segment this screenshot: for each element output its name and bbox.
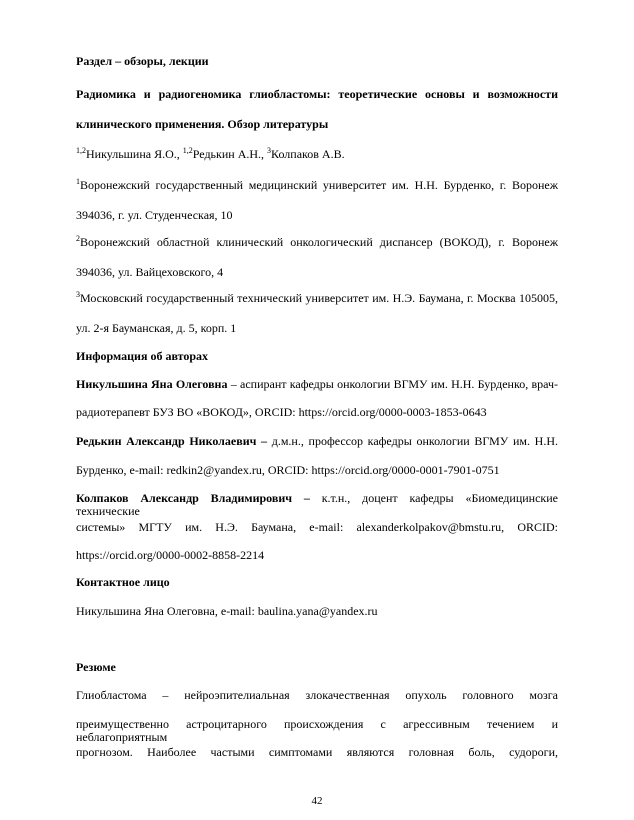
author-2-sup: 1,2 bbox=[182, 146, 193, 155]
affiliation-3-cont bbox=[76, 322, 558, 335]
affiliation-3-line-1 bbox=[76, 292, 558, 305]
section-label bbox=[76, 55, 558, 68]
abstract-heading-text: Резюме bbox=[76, 660, 116, 674]
author-detail-3-cont bbox=[76, 521, 558, 534]
affiliation-2-cont bbox=[76, 266, 558, 279]
author-detail-1-cont bbox=[76, 406, 558, 419]
author-1-sup: 1,2 bbox=[76, 146, 86, 155]
abstract-heading bbox=[76, 661, 558, 674]
author-detail-1-line-1 bbox=[76, 378, 558, 391]
article-title bbox=[76, 88, 558, 101]
author-3-sup: 3 bbox=[267, 146, 272, 155]
author-detail-3-line-3: https://orcid.org/0000-0002-8858-2214 bbox=[76, 548, 265, 562]
author-detail-1 bbox=[76, 378, 558, 391]
article-title-cont bbox=[76, 118, 558, 131]
affiliation-3-sup: 3 bbox=[76, 290, 80, 299]
title-line-2: клинического применения. Обзор литературы bbox=[76, 117, 329, 131]
affiliation-1-sup: 1 bbox=[76, 177, 80, 186]
affiliation-1-text: Воронежский государственный медицинский университет им. Н.Н. Бурденко, г. Воронеж bbox=[80, 178, 558, 192]
author-3-name: Колпаков А.В. bbox=[271, 147, 345, 161]
author-detail-2-name: Редькин Александр Николаевич – bbox=[76, 434, 268, 448]
contact-info bbox=[76, 605, 558, 618]
authors-info-heading bbox=[76, 350, 558, 363]
abstract-line-1: Глиобластома – нейроэпителиальная злокачественная опухоль головного мозга bbox=[76, 688, 558, 702]
author-detail-2-rest: д.м.н., профессор кафедры онкологии ВГМУ им. Н.Н. bbox=[267, 434, 558, 448]
affiliation-3-line-2: ул. 2-я Бауманская, д. 5, корп. 1 bbox=[76, 321, 237, 335]
author-detail-3-line-1 bbox=[76, 491, 558, 518]
author-detail-1-rest: – аспирант кафедры онкологии ВГМУ им. Н.Н. Бурденко, врач- bbox=[227, 377, 558, 391]
author-detail-2 bbox=[76, 435, 558, 448]
affiliation-2-line-1 bbox=[76, 236, 558, 249]
abstract-paragraph bbox=[76, 689, 558, 702]
author-detail-3-name: Колпаков Александр Владимирович – bbox=[76, 491, 310, 505]
affiliation-1-line-2: 394036, г. ул. Студенческая, 10 bbox=[76, 208, 233, 222]
title-line-1: Радиомика и радиогеномика глиобластомы: теоретические основы и возможности bbox=[76, 87, 558, 101]
author-list bbox=[76, 148, 558, 161]
page-number: 42 bbox=[311, 795, 323, 807]
author-detail-2-line-2: Бурденко, e-mail: redkin2@yandex.ru, ORCID: https://orcid.org/0000-0001-7901-0751 bbox=[76, 463, 500, 477]
section-text: Раздел – обзоры, лекции bbox=[76, 54, 209, 68]
author-detail-3 bbox=[76, 491, 558, 518]
contact-heading bbox=[76, 576, 558, 589]
affiliation-2 bbox=[76, 236, 558, 249]
author-detail-1-line-2: радиотерапевт БУЗ ВО «ВОКОД», ORCID: https://orcid.org/0000-0003-1853-0643 bbox=[76, 405, 487, 419]
author-2-name: Редькин А.Н., bbox=[192, 147, 268, 161]
contact-text: Никульшина Яна Олеговна, e-mail: baulina.yana@yandex.ru bbox=[76, 604, 378, 618]
affiliation-1-line-1 bbox=[76, 179, 558, 192]
abstract-paragraph-cont bbox=[76, 717, 558, 744]
author-detail-3-line-2: системы» МГТУ им. Н.Э. Баумана, e-mail: alexanderkolpakov@bmstu.ru, ORCID: bbox=[76, 520, 558, 534]
abstract-paragraph-cont2 bbox=[76, 746, 558, 759]
affiliation-1-cont bbox=[76, 209, 558, 222]
affiliation-2-text: Воронежский областной клинический онкологический диспансер (ВОКОД), г. Воронеж bbox=[80, 235, 558, 249]
affiliation-3 bbox=[76, 292, 558, 305]
affiliation-2-sup: 2 bbox=[76, 234, 80, 243]
author-detail-3-rest: к.т.н., доцент кафедры «Биомедицинские технические bbox=[76, 491, 558, 518]
affiliation-3-text: Московский государственный технический университет им. Н.Э. Баумана, г. Москва 105005, bbox=[80, 291, 558, 305]
author-list-line bbox=[76, 148, 558, 161]
author-1-name: Никульшина Я.О., bbox=[86, 147, 183, 161]
abstract-line-3: прогнозом. Наиболее частыми симптомами являются головная боль, судороги, bbox=[76, 745, 558, 759]
authors-info-heading-text: Информация об авторах bbox=[76, 349, 209, 363]
author-detail-3-cont2 bbox=[76, 549, 558, 562]
author-detail-1-name: Никульшина Яна Олеговна bbox=[76, 377, 228, 391]
affiliation-1 bbox=[76, 179, 558, 192]
author-detail-2-cont bbox=[76, 464, 558, 477]
abstract-line-2: преимущественно астроцитарного происхождения с агрессивным течением и неблагоприятным bbox=[76, 717, 558, 744]
affiliation-2-line-2: 394036, ул. Вайцеховского, 4 bbox=[76, 265, 224, 279]
author-detail-2-line-1 bbox=[76, 435, 558, 448]
contact-heading-text: Контактное лицо bbox=[76, 575, 170, 589]
